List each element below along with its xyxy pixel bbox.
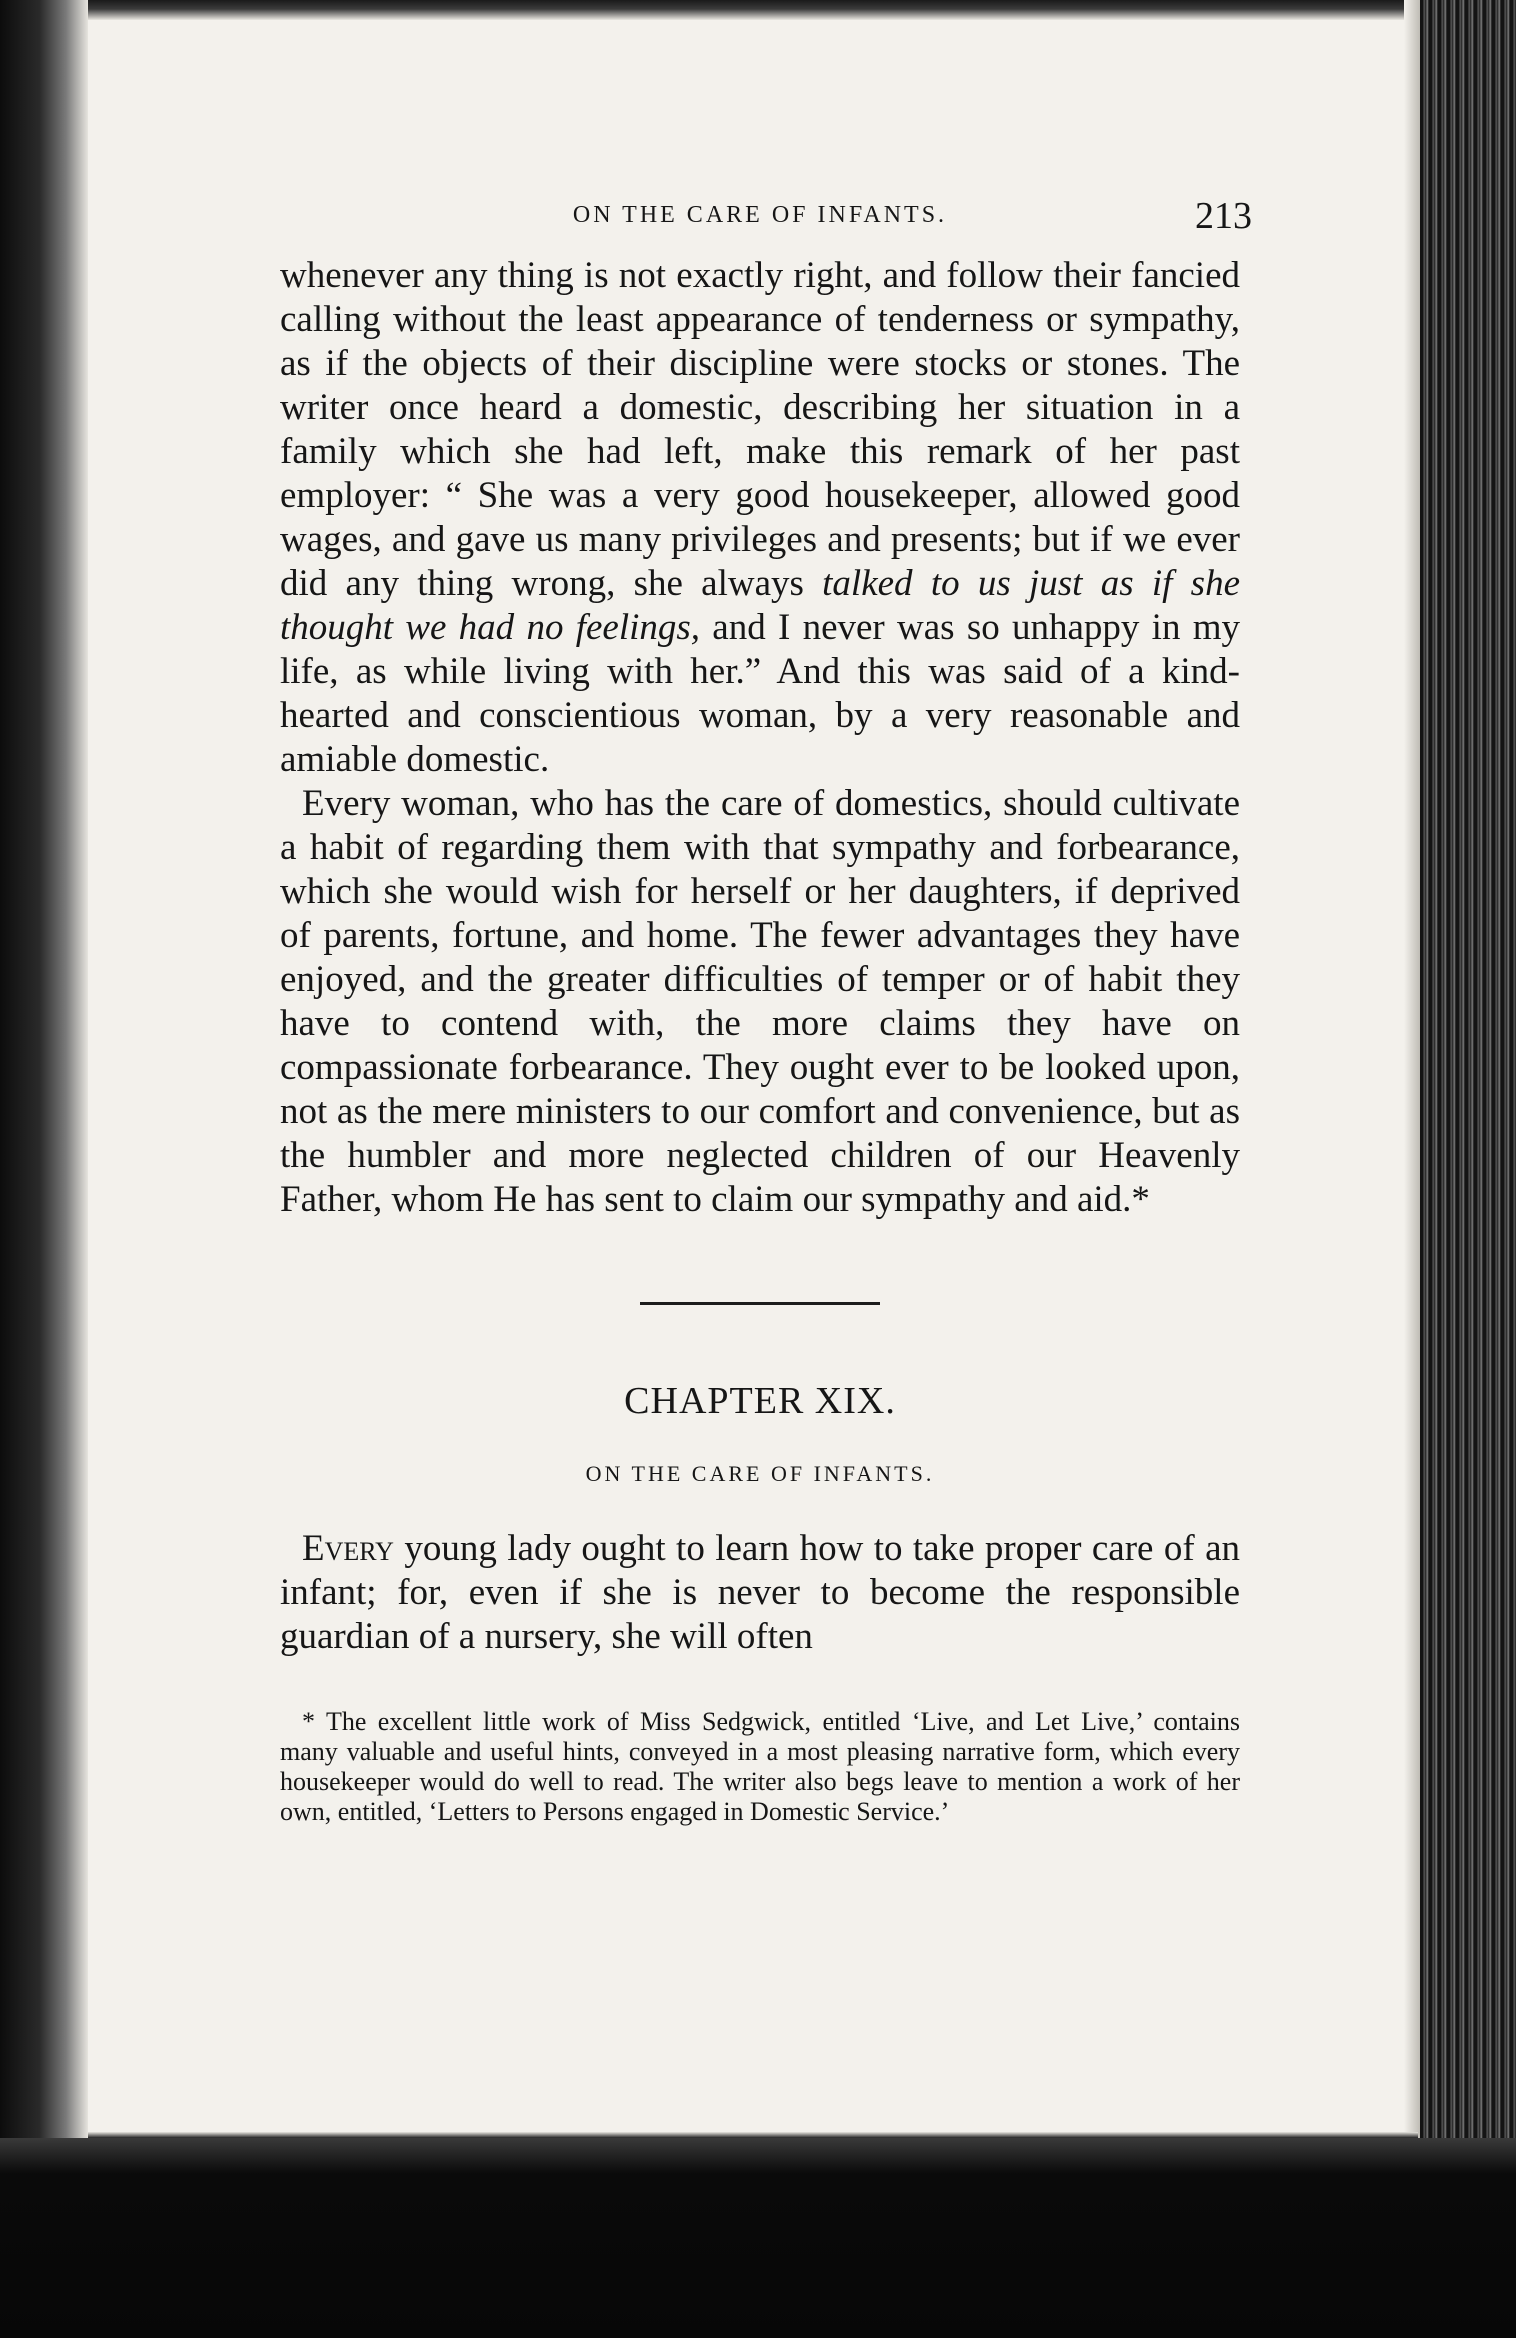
paragraph-text: and I never was so unhappy in my life, as while living with her.” And this was said of a kind-hearted and conscientious woman, by a very reasonable and amiable domestic. bbox=[280, 607, 1240, 780]
main-text bbox=[280, 254, 1240, 1222]
opening-word: Every bbox=[302, 1528, 394, 1569]
paragraph: Every woman, who has the care of domestics, should cultivate a habit of regarding them with that sympathy and forbearance, which she would wish for herself or her daughters, if deprived of parents, fortune, and home. The fewer advantages they have enjoyed, and the greater difficulties of temper or of habit they have to contend with, the more claims they have on compassionate forbearance. They ought ever to be looked upon, not as the mere ministers to our comfort and convenience, but as the humbler and more neglected children of our Heavenly Father, whom He has sent to claim our sympathy and aid.* bbox=[280, 783, 1240, 1220]
running-head bbox=[280, 180, 1252, 250]
opening-text: young lady ought to learn how to take proper care of an infant; for, even if she is never to become the responsible guardian of a nursery, she will often bbox=[280, 1528, 1240, 1657]
page-number: 213 bbox=[1195, 195, 1252, 237]
chapter-divider bbox=[640, 1302, 880, 1305]
book-page bbox=[280, 180, 1252, 1827]
chapter-heading: CHAPTER XIX. bbox=[624, 1380, 896, 1422]
book-spine-edge bbox=[0, 0, 88, 2338]
opening-paragraph bbox=[280, 1527, 1240, 1659]
scanner-bottom-edge bbox=[0, 2138, 1516, 2338]
paragraph-continued bbox=[280, 254, 1240, 782]
italic-quote: talked to us just as if she thought we had no feelings, bbox=[280, 563, 1241, 648]
running-head-title: ON THE CARE OF INFANTS. bbox=[572, 202, 948, 228]
paragraph-text: whenever any thing is not exactly right, and follow their fancied calling without the least appearance of tenderness or sympathy, as if the objects of their discipline were stocks or stones. The writer once heard a domestic, describing her situation in a family which she had left, make this remark of her past employer: “ She was a very good housekeeper, allowed good wages, and gave us many privileges and presents; but if we ever did any thing wrong, she always bbox=[280, 255, 1240, 604]
page-stack-edge bbox=[1420, 0, 1516, 2338]
page-right-shadow bbox=[1404, 0, 1420, 2338]
page-top-edge bbox=[0, 0, 1420, 20]
chapter-opening bbox=[280, 1527, 1240, 1659]
chapter-subheading: ON THE CARE OF INFANTS. bbox=[585, 1461, 935, 1486]
footnote: * The excellent little work of Miss Sedgwick, entitled ‘Live, and Let Live,’ contains many valuable and useful hints, conveyed in a most pleasing narrative form, which every housekeeper would do well to read. The writer also begs leave to mention a work of her own, entitled, ‘Letters to Persons engaged in Domestic Service.’ bbox=[280, 1707, 1240, 1826]
